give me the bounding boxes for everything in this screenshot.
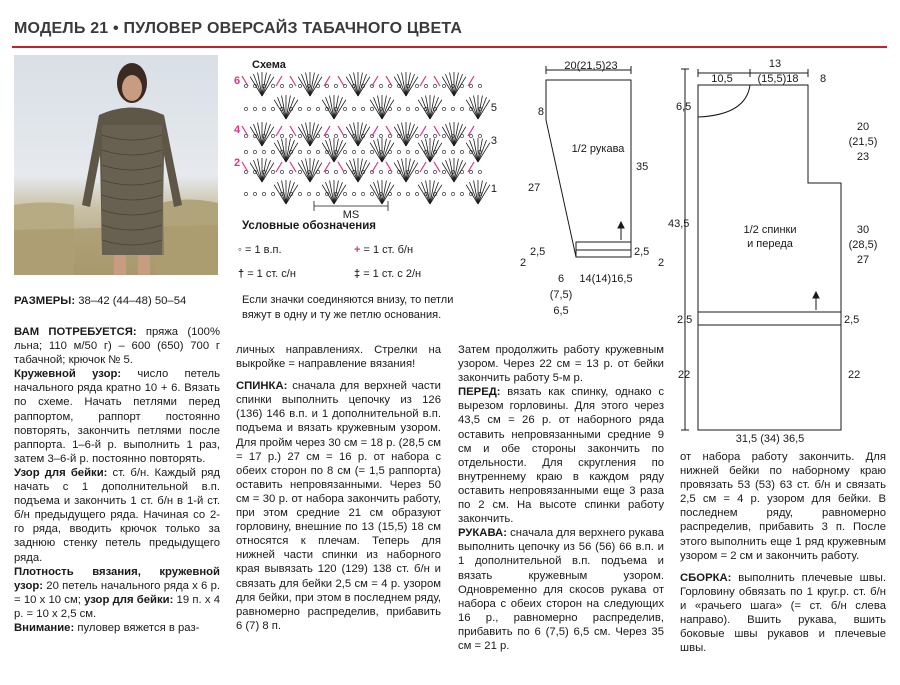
materials-label: ВАМ ПОТРЕБУЕТСЯ: xyxy=(14,326,137,338)
back-value: сначала для верхней части спинки выполнить цепочку из 126 (136) 146 в.п. и 1 дополнительной в.п. подъема и вязать кружевным узором. Для пройм через 30 см = 18 р. (28,5 см = 17 р.) 27 см = 16 р. от набора с обеих сторон по 8 см (= 1,5 раппорта) оставить непровязанными. Через 50 см = 30 р. от набора закончить работу, при этом средние 21 см образуют горловину, внешние по 13 (15,5) 18 см относятся к плечам. Теперь для нижней части спинки из наборного края вывязать 120 (129) 138 ст. б/н и связать для бейки 2,5 см = 4 р. узором для бейки, при этом в последнем ряду, равномерно распределив, прибавить 6 (7) 8 п. xyxy=(236,380,441,632)
sleeve-top-width: 20(21,5)23 xyxy=(564,60,618,72)
column-1 xyxy=(14,325,220,635)
body-pattern xyxy=(668,55,893,450)
lower-left: 22 xyxy=(678,369,691,381)
legend-item-chain xyxy=(238,244,282,256)
row-label-3: 3 xyxy=(490,135,497,147)
model-photo xyxy=(14,55,218,275)
sleeve-left-top: 8 xyxy=(537,106,544,118)
total-height: 43,5 xyxy=(668,218,690,230)
scheme-area xyxy=(232,56,497,331)
sleeve-left-height: 27 xyxy=(528,182,541,194)
sizes-label: РАЗМЕРЫ: xyxy=(14,295,76,307)
sleeve-bottom-left-a: 6 xyxy=(557,273,565,285)
band-pattern-label: Узор для бейки: xyxy=(14,466,108,479)
sleeves-label: РУКАВА: xyxy=(458,527,507,540)
row-label-4: 4 xyxy=(234,124,241,136)
sleeve-cuff-left-extra: 2 xyxy=(520,257,527,269)
sleeve-pattern xyxy=(516,60,676,325)
lower-right: 22 xyxy=(848,369,861,381)
legend-note-line: Если значки соединяются внизу, то петли xyxy=(242,294,454,306)
armhole-b: (21,5) xyxy=(848,136,878,148)
gauge-value-band: 19 п. х 4 р. = 10 х 2,5 см. xyxy=(14,593,220,620)
scheme-title: Схема xyxy=(252,59,286,71)
tr-symbol-icon: ‡ xyxy=(354,268,361,280)
legend-note xyxy=(242,293,453,323)
assembly-value: выполнить плечевые швы. Горловину обвязать по 1 круг.р. ст. б/н и «рачьего шага» (= ст. б/н слева направо). Вшить рукава, вшить боковые швы рукавов и плечевые швы. xyxy=(680,571,886,655)
gauge-label: Плотность вязания, кружевной узор: xyxy=(14,565,220,592)
neck-width-b: (15,5)18 xyxy=(757,73,799,85)
gauge-value: 20 петель начального ряда х 6 р. = 10 х 10 см; xyxy=(14,579,220,606)
band-left: 2,5 xyxy=(677,314,693,326)
armhole-c: 23 xyxy=(856,151,870,163)
legend-note-line: вяжут в одну и ту же петлю основания. xyxy=(242,309,442,321)
legend-text: = 1 ст. с 2/н xyxy=(363,268,422,280)
row-label-1: 1 xyxy=(490,183,497,195)
legend-text: = 1 ст. б/н xyxy=(363,244,414,256)
neck-width: 13 xyxy=(768,58,782,70)
assembly-label: СБОРКА: xyxy=(680,571,732,584)
front-value: вязать как спинку, однако с вырезом горловины. Для этого через 43,5 см = 26 р. от наборного ряда оставить непровязанными средние 9 см и обе стороны закончить по отдельности. Для скругления по внутреннему краю в каждом ряду оставить непровязанными еще 3 раза по 2 см. На высоте спинки работу закончить. xyxy=(458,386,664,526)
sleeve-cuff-right-extra: 2 xyxy=(658,257,665,269)
shoulder-right: 8 xyxy=(819,73,827,85)
sc-symbol-icon: + xyxy=(354,244,361,256)
body-bottom-width: 31,5 (34) 36,5 xyxy=(735,433,805,445)
crochet-chart xyxy=(232,56,497,226)
lace-pattern-label: Кружевной узор: xyxy=(14,368,122,381)
legend-item-sc xyxy=(354,244,413,256)
gauge-label-band: узор для бейки: xyxy=(84,593,174,606)
sleeve-cuff-right: 2,5 xyxy=(634,246,650,258)
side-b: (28,5) xyxy=(848,239,878,251)
band-right: 2,5 xyxy=(844,314,860,326)
attention-value: пуловер вяжется в раз- xyxy=(74,621,200,634)
sleeves-value: сначала для верхнего рукава выполнить цепочку из 56 (56) 66 в.п. и 1 дополнительной в.п. подъема и вязать кружевным узором. Одновременно для скосов рукава от набора с обеих сторон на следующих 16 р., равномерно распределив, прибавить по 6 (7,5) 6,5 см. Через 35 см = 21 р. xyxy=(458,527,664,652)
armhole-a: 20 xyxy=(856,121,870,133)
repeat-label: MS xyxy=(342,209,360,221)
legend-item-tr xyxy=(354,268,421,280)
legend-text: = 1 ст. с/н xyxy=(247,268,296,280)
back-cont: Затем продолжить работу кружевным узором. Через 22 см = 13 р. от бейки закончить работу 5-м р. xyxy=(458,344,664,385)
row-label-5: 5 xyxy=(490,102,497,114)
row-label-6: 6 xyxy=(234,75,241,87)
back-label: СПИНКА: xyxy=(236,380,288,393)
direction-note: личных направлениях. Стрелки на выкройке = направление вязания! xyxy=(236,344,441,371)
page-title: МОДЕЛЬ 21 • ПУЛОВЕР ОВЕРСАЙЗ ТАБАЧНОГО ЦВЕТА xyxy=(14,20,463,37)
row-label-2: 2 xyxy=(234,157,241,169)
sleeve-right-height: 35 xyxy=(636,161,649,173)
column-3 xyxy=(458,343,664,653)
legend-item-dc xyxy=(238,268,296,280)
sleeve-bottom-left-c: 6,5 xyxy=(553,305,569,317)
lace-pattern-value: число петель начального ряда кратно 10 + 6. Вязать по схеме. Начать петлями перед раппортом, раппорт постоянно повторять, закончить петлями после раппорта. 1–6-й р. выполнить 1 раз, затем 3–6-й р. постоянно повторять. xyxy=(14,368,220,465)
page-header xyxy=(12,18,887,48)
side-c: 27 xyxy=(856,254,870,266)
shoulder-left: 10,5 xyxy=(711,73,733,85)
model-photo-illustration xyxy=(14,55,218,275)
sizes-value: 38–42 (44–48) 50–54 xyxy=(75,295,187,307)
sleeves-cont: от набора работу закончить. Для нижней бейки по наборному краю провязать 53 (53) 63 ст. б/н и связать 2,5 см = 4 р. узором для бейки. В последнем ряду, равномерно распределив, прибавить 3 п. После этого выполнить еще 1 ряд кружевным узором = 2 см и закончить работу. xyxy=(680,451,886,562)
legend-text: = 1 в.п. xyxy=(244,244,282,256)
dc-symbol-icon: † xyxy=(238,268,245,280)
sleeve-bottom-width: 14(14)16,5 xyxy=(579,273,633,285)
front-label: ПЕРЕД: xyxy=(458,386,501,399)
side-a: 30 xyxy=(856,224,870,236)
sizes xyxy=(14,295,224,307)
body-label-a: 1/2 спинки xyxy=(743,224,797,236)
sleeve-cuff-left: 2,5 xyxy=(530,246,546,258)
sleeve-label: 1/2 рукава xyxy=(571,143,625,155)
neck-depth: 6,5 xyxy=(676,101,692,113)
legend-title: Условные обозначения xyxy=(242,220,377,232)
materials-value: пряжа (100% льна; 110 м/50 г) – 600 (650) 700 г табачной; крючок № 5. xyxy=(14,326,220,367)
column-4 xyxy=(680,450,886,655)
chart-stitches xyxy=(242,72,490,204)
chain-symbol-icon: ◦ xyxy=(238,244,242,256)
body-label-b: и переда xyxy=(747,238,793,250)
sleeve-bottom-left-b: (7,5) xyxy=(549,289,573,301)
band-pattern-value: ст. б/н. Каждый ряд начать с 1 дополнительной в.п. подъема и закончить 1 ст. б/н в 1-й ст. б/н предыдущего ряда. Начиная со 2-го ряда, вводить крючок только за заднюю стенку петель предыдущего ряда. xyxy=(14,466,220,564)
column-2 xyxy=(236,343,441,633)
attention-label: Внимание: xyxy=(14,621,75,634)
